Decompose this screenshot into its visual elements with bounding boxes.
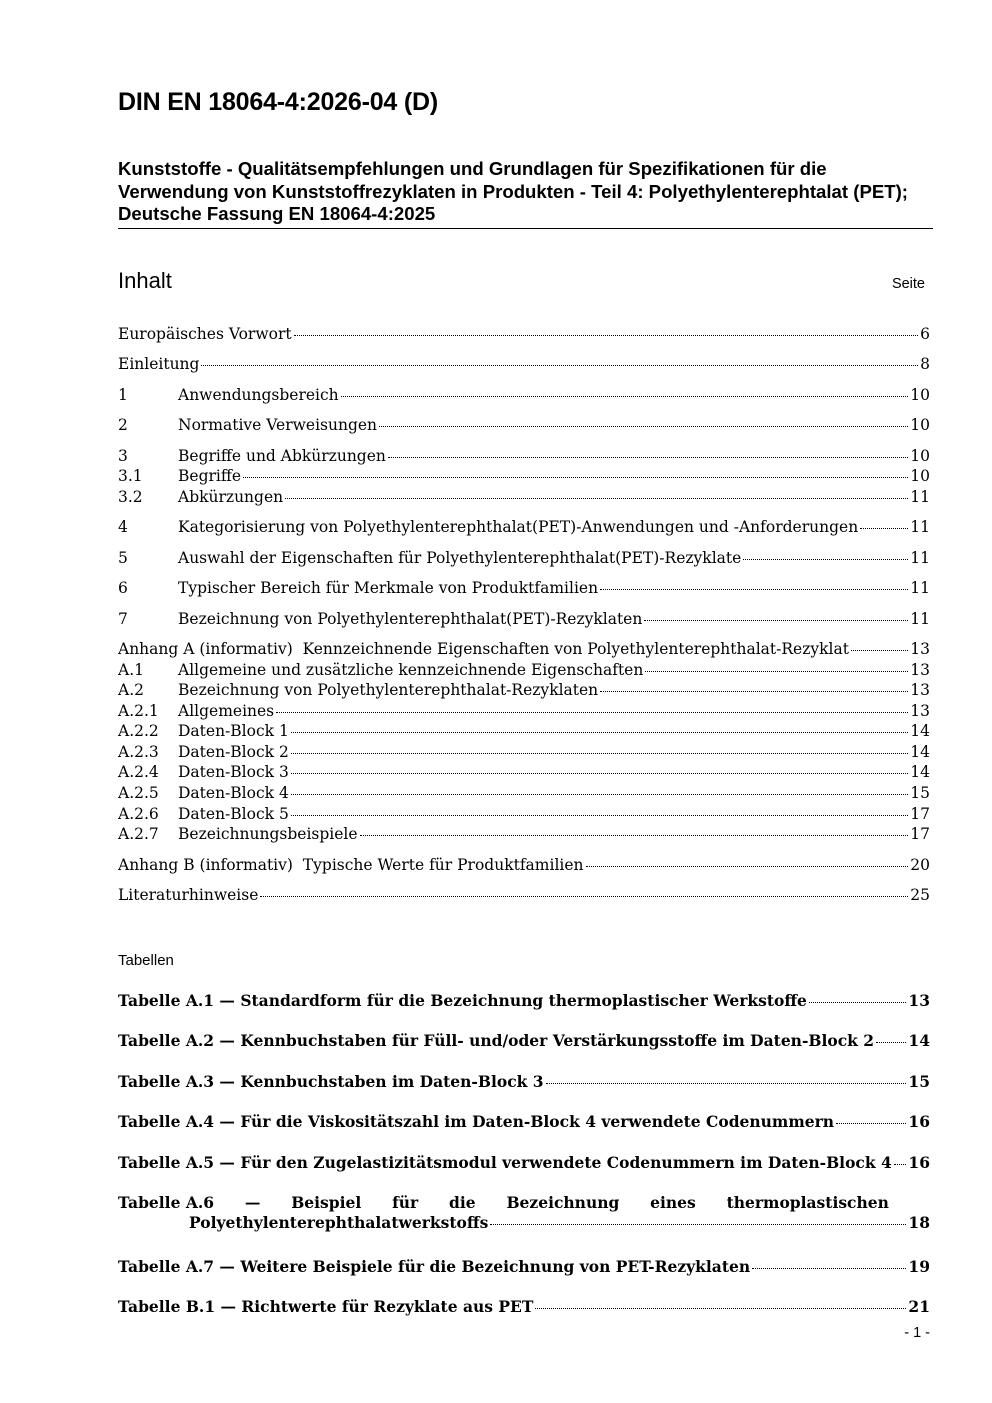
toc-entry-title: Allgemeine und zusätzliche kennzeichnende Eigenschaften	[178, 661, 644, 679]
table-entry-title: Polyethylenterephthalatwerkstoffs	[189, 1213, 489, 1232]
table-entry-title: Tabelle A.5 — Für den Zugelastizitätsmodul verwendete Codenummern im Daten-Block 4	[118, 1153, 892, 1172]
toc-entry[interactable]	[118, 386, 930, 406]
table-entry-title: Tabelle A.2 — Kennbuchstaben für Füll- und/oder Verstärkungsstoffe im Daten-Block 2	[118, 1031, 875, 1050]
toc-entry[interactable]	[118, 447, 930, 467]
table-leader-dots	[490, 1223, 906, 1225]
table-a6-word: die	[449, 1193, 476, 1212]
toc-entry-number: 1	[118, 386, 128, 404]
toc-entry-page: 11	[910, 610, 930, 628]
table-leader-dots	[894, 1163, 907, 1165]
toc-entry-title: Begriffe und Abkürzungen	[178, 447, 386, 465]
toc-entry[interactable]	[118, 825, 930, 845]
table-a6-entry-second-line[interactable]	[189, 1213, 930, 1233]
toc-entry-number: 5	[118, 549, 128, 567]
toc-entry-title: Bezeichnung von Polyethylenterephthalat(PET)-Rezyklaten	[178, 610, 643, 628]
toc-entry-title: Bezeichnungsbeispiele	[178, 825, 358, 843]
toc-entry-title: Anwendungsbereich	[178, 386, 339, 404]
toc-entry-page: 25	[910, 886, 930, 904]
table-entry-page: 18	[908, 1213, 930, 1232]
toc-entry[interactable]	[118, 805, 930, 825]
toc-entry[interactable]	[118, 467, 930, 487]
toc-entry-page: 10	[910, 416, 930, 434]
toc-entry[interactable]	[118, 610, 930, 630]
table-entry-title: Tabelle A.1 — Standardform für die Bezeichnung thermoplastischer Werkstoffe	[118, 991, 807, 1010]
table-a6-word: —	[244, 1193, 261, 1212]
toc-entry-number: A.2.6	[118, 805, 159, 823]
toc-entry-number: 3.2	[118, 488, 143, 506]
toc-entry-title: Abkürzungen	[178, 488, 284, 506]
toc-leader-dots	[586, 865, 909, 867]
table-a6-word: thermoplastischen	[726, 1193, 889, 1212]
toc-leader-dots	[276, 711, 908, 713]
toc-entry-page: 14	[910, 763, 930, 781]
toc-entry-title: Anhang B (informativ) Typische Werte für Produktfamilien	[118, 856, 584, 874]
tables-heading: Tabellen	[118, 952, 174, 969]
toc-entry-page: 11	[910, 488, 930, 506]
toc-entry-number: 6	[118, 579, 128, 597]
table-leader-dots	[535, 1307, 906, 1309]
toc-leader-dots	[243, 476, 908, 478]
toc-leader-dots	[379, 425, 908, 427]
toc-entry[interactable]	[118, 518, 930, 538]
toc-leader-dots	[291, 731, 908, 733]
toc-entry-number: A.2.1	[118, 702, 159, 720]
table-list-entry[interactable]	[118, 991, 930, 1011]
table-leader-dots	[809, 1001, 907, 1003]
toc-entry-page: 20	[910, 856, 930, 874]
table-a6-word: eines	[650, 1193, 696, 1212]
toc-entry-number: A.2.2	[118, 722, 159, 740]
table-entry-title: Tabelle A.3 — Kennbuchstaben im Daten-Block 3	[118, 1072, 544, 1091]
toc-leader-dots	[260, 895, 908, 897]
toc-entry-page: 11	[910, 579, 930, 597]
toc-leader-dots	[360, 834, 909, 836]
toc-heading: Inhalt	[118, 268, 172, 293]
toc-leader-dots	[860, 527, 908, 529]
toc-entry[interactable]	[118, 355, 930, 375]
toc-entry-number: 3.1	[118, 467, 143, 485]
toc-entry-page: 11	[910, 549, 930, 567]
table-a6-word: Beispiel	[291, 1193, 362, 1212]
toc-entry-page: 13	[910, 661, 930, 679]
toc-entry-title: Einleitung	[118, 355, 200, 373]
toc-entry-title: Normative Verweisungen	[178, 416, 378, 434]
toc-entry-page: 14	[910, 743, 930, 761]
table-a6-word: für	[392, 1193, 419, 1212]
toc-entry-number: 3	[118, 447, 128, 465]
table-list-entry[interactable]	[118, 1153, 930, 1173]
document-subtitle: Kunststoffe - Qualitätsempfehlungen und Grundlagen für Spezifikationen für die Verwendung von Kunststoffrezyklaten in Produkten - Teil 4: Polyethylenterephtalat (PET); Deutsche Fassung EN 18064-4:2025	[118, 158, 908, 224]
toc-entry-title: Auswahl der Eigenschaften für Polyethylenterephthalat(PET)-Rezyklate	[178, 549, 742, 567]
toc-leader-dots	[291, 814, 908, 816]
toc-entry-page: 13	[910, 702, 930, 720]
toc-leader-dots	[600, 690, 908, 692]
toc-entry-title: Begriffe	[178, 467, 242, 485]
toc-entry-number: A.2	[118, 681, 144, 699]
toc-entry[interactable]	[118, 886, 930, 906]
toc-entry-page: 13	[910, 681, 930, 699]
toc-entry[interactable]	[118, 640, 930, 660]
toc-entry[interactable]	[118, 763, 930, 783]
toc-entry[interactable]	[118, 702, 930, 722]
toc-entry-title: Daten-Block 3	[178, 763, 289, 781]
toc-entry-title: Daten-Block 4	[178, 784, 289, 802]
toc-entry-title: Typischer Bereich für Merkmale von Produktfamilien	[178, 579, 599, 597]
toc-leader-dots	[291, 752, 908, 754]
table-entry-page: 16	[908, 1153, 930, 1172]
toc-entry[interactable]	[118, 743, 930, 763]
table-list-entry[interactable]	[118, 1297, 930, 1317]
toc-entry[interactable]	[118, 549, 930, 569]
toc-entry[interactable]	[118, 579, 930, 599]
toc-entry-title: Allgemeines	[178, 702, 275, 720]
toc-leader-dots	[291, 772, 908, 774]
toc-entry-number: A.2.5	[118, 784, 159, 802]
table-a6-entry-first-line[interactable]	[118, 1193, 889, 1212]
table-a6-word: Bezeichnung	[506, 1193, 620, 1212]
toc-entry-title: Daten-Block 1	[178, 722, 289, 740]
table-list-entry[interactable]	[118, 1257, 930, 1277]
toc-entry-title: Literaturhinweise	[118, 886, 259, 904]
document-title: DIN EN 18064-4:2026-04 (D)	[118, 88, 438, 116]
toc-leader-dots	[645, 670, 908, 672]
toc-entry-page: 13	[910, 640, 930, 658]
table-entry-title: Tabelle A.7 — Weitere Beispiele für die Bezeichnung von PET-Rezyklaten	[118, 1257, 751, 1276]
table-entry-page: 13	[908, 991, 930, 1010]
toc-leader-dots	[851, 649, 908, 651]
toc-entry[interactable]	[118, 856, 930, 876]
toc-entry-page: 14	[910, 722, 930, 740]
toc-entry[interactable]	[118, 681, 930, 701]
toc-entry-number: A.2.7	[118, 825, 159, 843]
table-leader-dots	[546, 1082, 907, 1084]
toc-entry-number: A.2.4	[118, 763, 159, 781]
toc-leader-dots	[743, 558, 908, 560]
table-leader-dots	[876, 1041, 906, 1043]
toc-entry-title: Daten-Block 2	[178, 743, 289, 761]
toc-entry-page: 15	[910, 784, 930, 802]
toc-entry-page: 10	[910, 386, 930, 404]
table-entry-page: 15	[908, 1072, 930, 1091]
toc-entry-page: 8	[920, 355, 930, 373]
table-entry-page: 14	[908, 1031, 930, 1050]
page-number: - 1 -	[904, 1325, 930, 1341]
toc-entry-page: 6	[920, 325, 930, 343]
toc-leader-dots	[285, 497, 908, 499]
table-a6-word: Tabelle A.6	[118, 1193, 215, 1212]
toc-leader-dots	[341, 395, 909, 397]
table-list-entry[interactable]	[118, 1031, 930, 1051]
toc-leader-dots	[388, 456, 908, 458]
toc-entry-page: 11	[910, 518, 930, 536]
toc-entry[interactable]	[118, 325, 930, 345]
toc-entry[interactable]	[118, 488, 930, 508]
toc-entry-title: Anhang A (informativ) Kennzeichnende Eigenschaften von Polyethylenterephthalat-Rezyklat	[118, 640, 849, 658]
toc-leader-dots	[201, 364, 918, 366]
toc-entry-title: Bezeichnung von Polyethylenterephthalat-Rezyklaten	[178, 681, 599, 699]
table-entry-page: 21	[908, 1297, 930, 1316]
toc-entry-number: A.1	[118, 661, 144, 679]
toc-entry-number: 7	[118, 610, 128, 628]
toc-entry-page: 10	[910, 447, 930, 465]
toc-entry-number: 4	[118, 518, 128, 536]
toc-entry-title: Daten-Block 5	[178, 805, 289, 823]
toc-entry-page: 10	[910, 467, 930, 485]
toc-entry[interactable]	[118, 722, 930, 742]
toc-entry[interactable]	[118, 784, 930, 804]
toc-entry[interactable]	[118, 416, 930, 436]
table-entry-page: 16	[908, 1112, 930, 1131]
table-leader-dots	[836, 1122, 906, 1124]
toc-leader-dots	[294, 334, 919, 336]
toc-entry-number: 2	[118, 416, 128, 434]
toc-entry-page: 17	[910, 825, 930, 843]
title-rule	[118, 228, 933, 229]
table-entry-title: Tabelle A.4 — Für die Viskositätszahl im Daten-Block 4 verwendete Codenummern	[118, 1112, 835, 1131]
toc-entry[interactable]	[118, 661, 930, 681]
toc-entry-number: A.2.3	[118, 743, 159, 761]
table-entry-page: 19	[908, 1257, 930, 1276]
toc-page-column-label: Seite	[891, 276, 925, 292]
toc-entry-title: Kategorisierung von Polyethylenterephthalat(PET)-Anwendungen und -Anforderungen	[178, 518, 859, 536]
table-list-entry[interactable]	[118, 1072, 930, 1092]
toc-leader-dots	[291, 793, 908, 795]
table-list-entry[interactable]	[118, 1112, 930, 1132]
table-entry-title: Tabelle B.1 — Richtwerte für Rezyklate aus PET	[118, 1297, 534, 1316]
toc-entry-title: Europäisches Vorwort	[118, 325, 292, 343]
table-leader-dots	[752, 1267, 906, 1269]
toc-entry-page: 17	[910, 805, 930, 823]
toc-leader-dots	[600, 588, 908, 590]
toc-leader-dots	[644, 619, 908, 621]
